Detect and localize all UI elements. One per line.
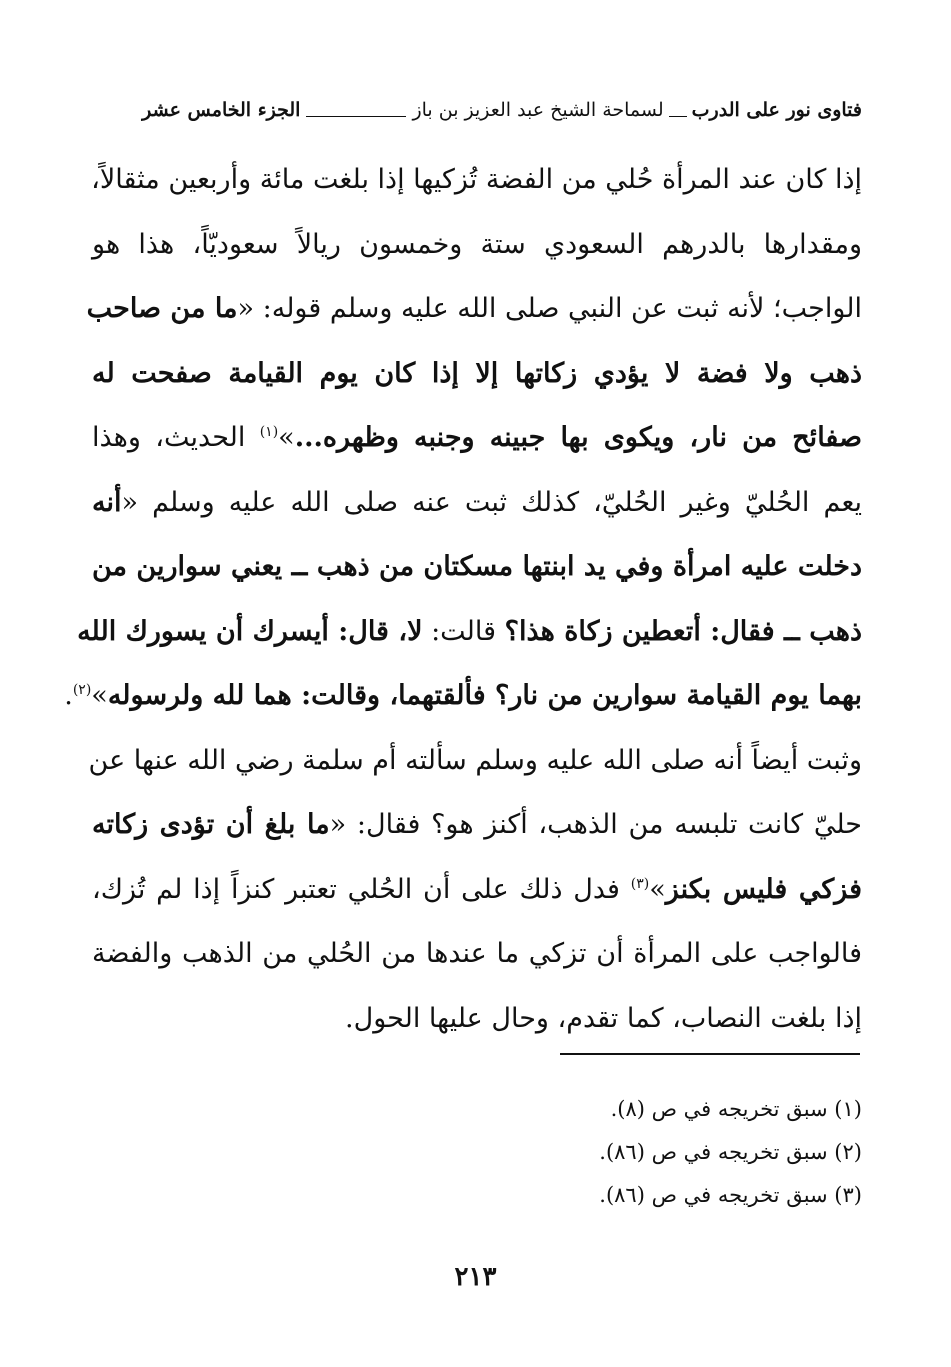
main-text [64,148,863,1051]
text-line-2 [92,213,862,278]
header-separator-short [669,116,687,117]
hadith-text: ذهب ولا فضة لا يؤدي زكاتها إلا إذا كان يوم القيامة صفحت له [92,357,862,389]
footnote-ref-1[interactable]: (١) [259,424,279,440]
text-segment: فدل ذلك على أن الحُلي تعتبر كنزاً إذا لم تُزك، [92,873,631,905]
text-segment: . [64,680,73,711]
hadith-text: دخلت عليه امرأة وفي يد ابنتها مسكتان من ذهب ــ يعني سوارين من [92,551,862,582]
text-line-7 [92,535,862,600]
footnote-2: (٢) سبق تخريجه في ص (٨٦). [599,1140,862,1164]
text-line-12 [92,858,862,923]
hadith-text: بهما يوم القيامة سوارين من نار؟ فألقتهما، وقالت: هما لله ولرسوله [107,680,862,711]
text-line-8 [77,600,862,665]
header-author: لسماحة الشيخ عبد العزيز بن باز [412,99,664,121]
text-segment: وثبت أيضاً أنه صلى الله عليه وسلم سألته أم سلمة رضي الله عنها عن [88,744,862,776]
text-line-10 [88,729,862,794]
text-line-14 [92,987,862,1052]
text-line-6 [92,471,862,536]
footnote-1: (١) سبق تخريجه في ص (٨). [610,1097,862,1121]
quote-mark: » [649,873,666,905]
header-volume: الجزء الخامس عشر [142,99,301,121]
quote-mark: » [278,422,295,453]
header-separator-long [306,116,406,117]
text-segment: فالواجب على المرأة أن تزكي ما عندها من الحُلي من الذهب والفضة [92,938,862,969]
text-segment: يعم الحُليّ وغير الحُليّ، كذلك ثبت عنه صلى الله عليه وسلم « [121,486,862,518]
header-book-title: فتاوى نور على الدرب [691,99,862,121]
footnote-ref-2[interactable]: (٢) [72,682,92,698]
text-line-1 [92,148,862,213]
text-line-9 [64,664,862,729]
text-line-3 [86,277,862,342]
text-line-13 [92,922,862,987]
hadith-text: لا، قال: أيسرك أن يسورك الله [77,615,423,647]
text-segment: إذا بلغت النصاب، كما تقدم، وحال عليها الحول. [345,1002,862,1034]
text-segment: الواجب؛ لأنه ثبت عن النبي صلى الله عليه وسلم قوله: « [237,293,862,324]
text-line-11 [92,793,862,858]
footnote-divider [560,1053,860,1055]
text-line-5 [92,406,862,471]
hadith-text: صفائح من نار، ويكوى بها جبينه وجنبه وظهره... [294,422,863,453]
hadith-text: فزكي فليس بكنز [665,873,862,905]
hadith-text: ما بلغ أن تؤدى زكاته [92,809,330,840]
text-segment: ومقدارها بالدرهم السعودي ستة وخمسون ريالاً سعوديّاً، هذا هو [92,228,862,260]
text-line-4 [92,342,862,407]
text-segment: إذا كان عند المرأة حُلي من الفضة تُزكيها إذا بلغت مائة وأربعين مثقالاً، [91,164,862,195]
text-segment: الحديث، وهذا [92,422,260,453]
text-segment: قالت: [422,615,505,647]
footnotes [92,1088,862,1217]
footnote-ref-3[interactable]: (٣) [630,875,650,892]
page-number: ٢١٣ [454,1262,497,1292]
quote-mark: » [91,680,108,711]
footnote-3: (٣) سبق تخريجه في ص (٨٦). [599,1183,862,1207]
hadith-text: أنه [92,486,122,518]
text-segment: حليّ كانت تلبسه من الذهب، أكنز هو؟ فقال: « [329,809,863,840]
running-header [92,90,862,130]
hadith-text: ذهب ــ فقال: أتعطين زكاة هذا؟ [504,615,862,647]
hadith-text: ما من صاحب [86,293,238,324]
